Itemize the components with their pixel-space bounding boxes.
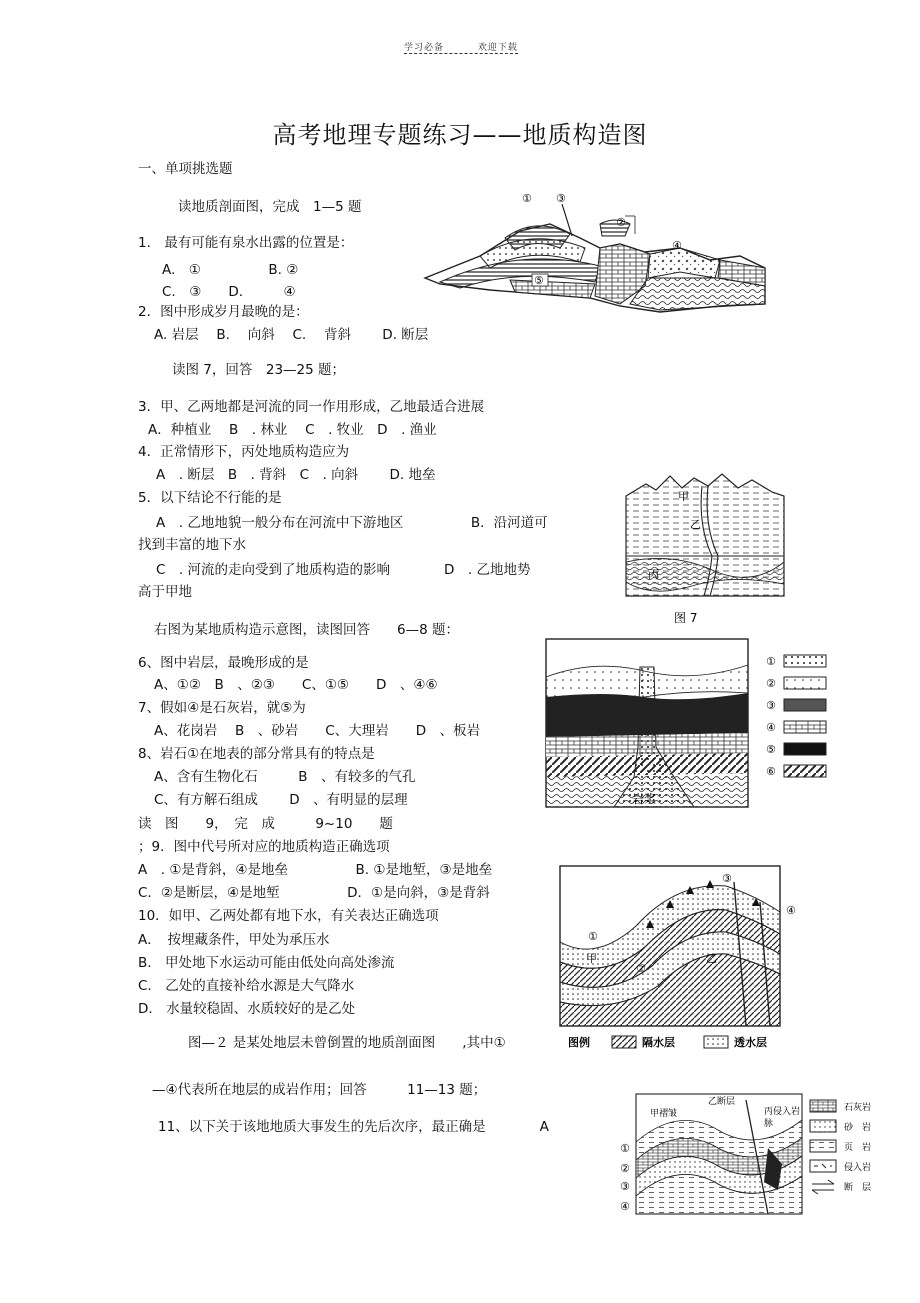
question-11: 11、以下关于该地地质大事发生的先后次序，最正确是 A — [158, 1119, 549, 1135]
header-left: 学习必备 — [404, 43, 445, 53]
legend-label-5: ⑤ — [766, 743, 776, 756]
fig9-legend-permeable: 透水层 — [734, 1036, 767, 1049]
question-3: 3．甲、乙两地都是河流的同一作用形成，乙地最适合进展 — [138, 399, 485, 415]
question-10-option-b: B. 甲处地下水运动可能由低处向高处渗流 — [138, 955, 395, 971]
legend-label-6: ⑥ — [766, 765, 776, 778]
fig9-label-yi: 乙 — [706, 952, 717, 965]
fig2-label-jia-fold: 甲褶皱 — [650, 1109, 678, 1119]
fig9-legend-impermeable: 隔水层 — [642, 1036, 675, 1049]
fig2-legend-sandstone: 砂 岩 — [844, 1123, 872, 1133]
instruction-6-8: 右图为某地质构造示意图，读图回答 6—8 题： — [154, 622, 459, 638]
fig7-label-yi: 乙 — [690, 518, 701, 531]
page-header — [404, 40, 548, 53]
fig7-label-bing: 丙 — [648, 568, 659, 581]
question-1: 1. 最有可能有泉水出露的位置是： — [138, 235, 354, 251]
header-rule — [404, 53, 518, 54]
fig9-label-jia: 甲 — [586, 952, 597, 965]
section-heading: 一、单项挑选题 — [138, 161, 233, 177]
question-4-options: A . 断层 B . 背斜 C . 向斜 D. 地垒 — [156, 467, 436, 483]
question-9: ；9．图中代号所对应的地质构造正确选项 — [138, 839, 390, 855]
fig9-legend-title: 图例 — [568, 1036, 590, 1049]
question-1-options-cd: C. ③ D. ④ — [162, 284, 296, 300]
figure-7-block-diagram — [612, 466, 792, 628]
question-10-option-c: C. 乙处的直接补给水源是大气降水 — [138, 978, 355, 994]
question-10: 10．如甲、乙两处都有地下水，有关表达正确选项 — [138, 908, 439, 924]
question-6-options: A、①② B 、②③ C、①⑤ D 、④⑥ — [154, 677, 438, 693]
geologic-section-figure — [420, 186, 770, 326]
fig2-side-label-2: ② — [620, 1162, 630, 1175]
question-10-option-a: A． 按埋藏条件，甲处为承压水 — [138, 932, 330, 948]
fig2-side-label-4: ④ — [620, 1200, 630, 1213]
question-2-options: A. 岩层 B. 向斜 C. 背斜 D. 断层 — [154, 327, 429, 343]
fig9-label-1: ① — [588, 930, 598, 943]
question-5-option-ab: A . 乙地地貌一般分布在河流中下游地区 B．沿河道可 — [156, 515, 548, 531]
fig1-label-5: ⑤ — [534, 274, 544, 287]
fig2-legend-fault: 断 层 — [844, 1183, 872, 1193]
question-8: 8、岩石①在地表的部分常具有的特点是 — [138, 746, 375, 762]
question-5: 5．以下结论不行能的是 — [138, 490, 282, 506]
question-6: 6、图中岩层，最晚形成的是 — [138, 655, 309, 671]
legend-label-3: ③ — [766, 699, 776, 712]
instruction-fig2: 图—２ 是某处地层未曾倒置的地质剖面图 ,其中① — [188, 1035, 506, 1051]
question-7: 7、假如④是石灰岩，就⑤为 — [138, 700, 306, 716]
question-8-options-cd: C、有方解石组成 D 、有明显的层理 — [154, 792, 408, 808]
fig2-side-label-1: ① — [620, 1142, 630, 1155]
fig2-label-yi-fault: 乙断层 — [708, 1097, 736, 1107]
fig7-caption: 图 7 — [674, 611, 698, 625]
question-7-options: A、花岗岩 B 、砂岩 C、大理岩 D 、板岩 — [154, 723, 481, 739]
question-1-options-ab: A. ① B. ② — [162, 262, 299, 278]
question-10-option-d: D. 水量较稳固、水质较好的是乙处 — [138, 1001, 356, 1017]
fig2-side-label-3: ③ — [620, 1180, 630, 1193]
fig9-label-3: ③ — [722, 872, 732, 885]
fig2-legend-intrusive: 侵入岩 — [844, 1163, 872, 1173]
legend-label-4: ④ — [766, 721, 776, 734]
page-title: 高考地理专题练习——地质构造图 — [272, 121, 648, 149]
fig7-label-jia: 甲 — [678, 490, 689, 503]
question-5-option-d-cont: 高于甲地 — [138, 584, 192, 600]
fig2-label-vein: 脉 — [764, 1119, 774, 1129]
question-2: 2．图中形成岁月最晚的是： — [138, 304, 309, 320]
figure-2-section — [618, 1090, 888, 1218]
legend-label-1: ① — [766, 655, 776, 668]
fig2-label-bing-intrusion: 丙侵入岩 — [764, 1107, 801, 1117]
figure-9-aquifer — [556, 862, 816, 1054]
fig9-label-2: ② — [636, 962, 646, 975]
magma-label: 岩浆 — [632, 792, 657, 806]
legend-label-2: ② — [766, 677, 776, 690]
fig2-legend-shale: 页 岩 — [844, 1143, 872, 1153]
instruction-1-5: 读地质剖面图，完成 1—5 题 — [178, 199, 362, 215]
instruction-9-10: 读 图 9， 完 成 9~10 题 — [138, 816, 393, 832]
question-4: 4．正常情形下，丙处地质构造应为 — [138, 444, 350, 460]
fig1-label-2: ② — [616, 216, 626, 229]
instruction-fig7: 读图 7，回答 23—25 题； — [172, 362, 346, 378]
fig1-label-3: ③ — [556, 192, 566, 205]
fig1-label-4: ④ — [672, 239, 682, 252]
question-8-options-ab: A、含有生物化石 B 、有较多的气孔 — [154, 769, 416, 785]
fig1-label-1: ① — [522, 192, 532, 205]
question-5-option-cd: C . 河流的走向受到了地质构造的影响 D . 乙地地势 — [156, 562, 531, 578]
magma-intrusion-figure — [544, 637, 864, 811]
question-9-options-cd: C．②是断层，④是地堑 D．①是向斜，③是背斜 — [138, 885, 490, 901]
fig9-label-4: ④ — [786, 904, 796, 917]
instruction-11-13: —④代表所在地层的成岩作用；回答 11—13 题； — [152, 1082, 487, 1098]
header-right: 欢迎下载 — [477, 43, 518, 53]
fig2-legend-limestone: 石灰岩 — [844, 1103, 872, 1113]
question-3-options: A．种植业 B . 林业 C . 牧业 D . 渔业 — [148, 422, 437, 438]
question-5-option-b-cont: 找到丰富的地下水 — [138, 537, 246, 553]
question-9-options-ab: A . ①是背斜，④是地垒 B. ①是地堑，③是地垒 — [138, 862, 493, 878]
